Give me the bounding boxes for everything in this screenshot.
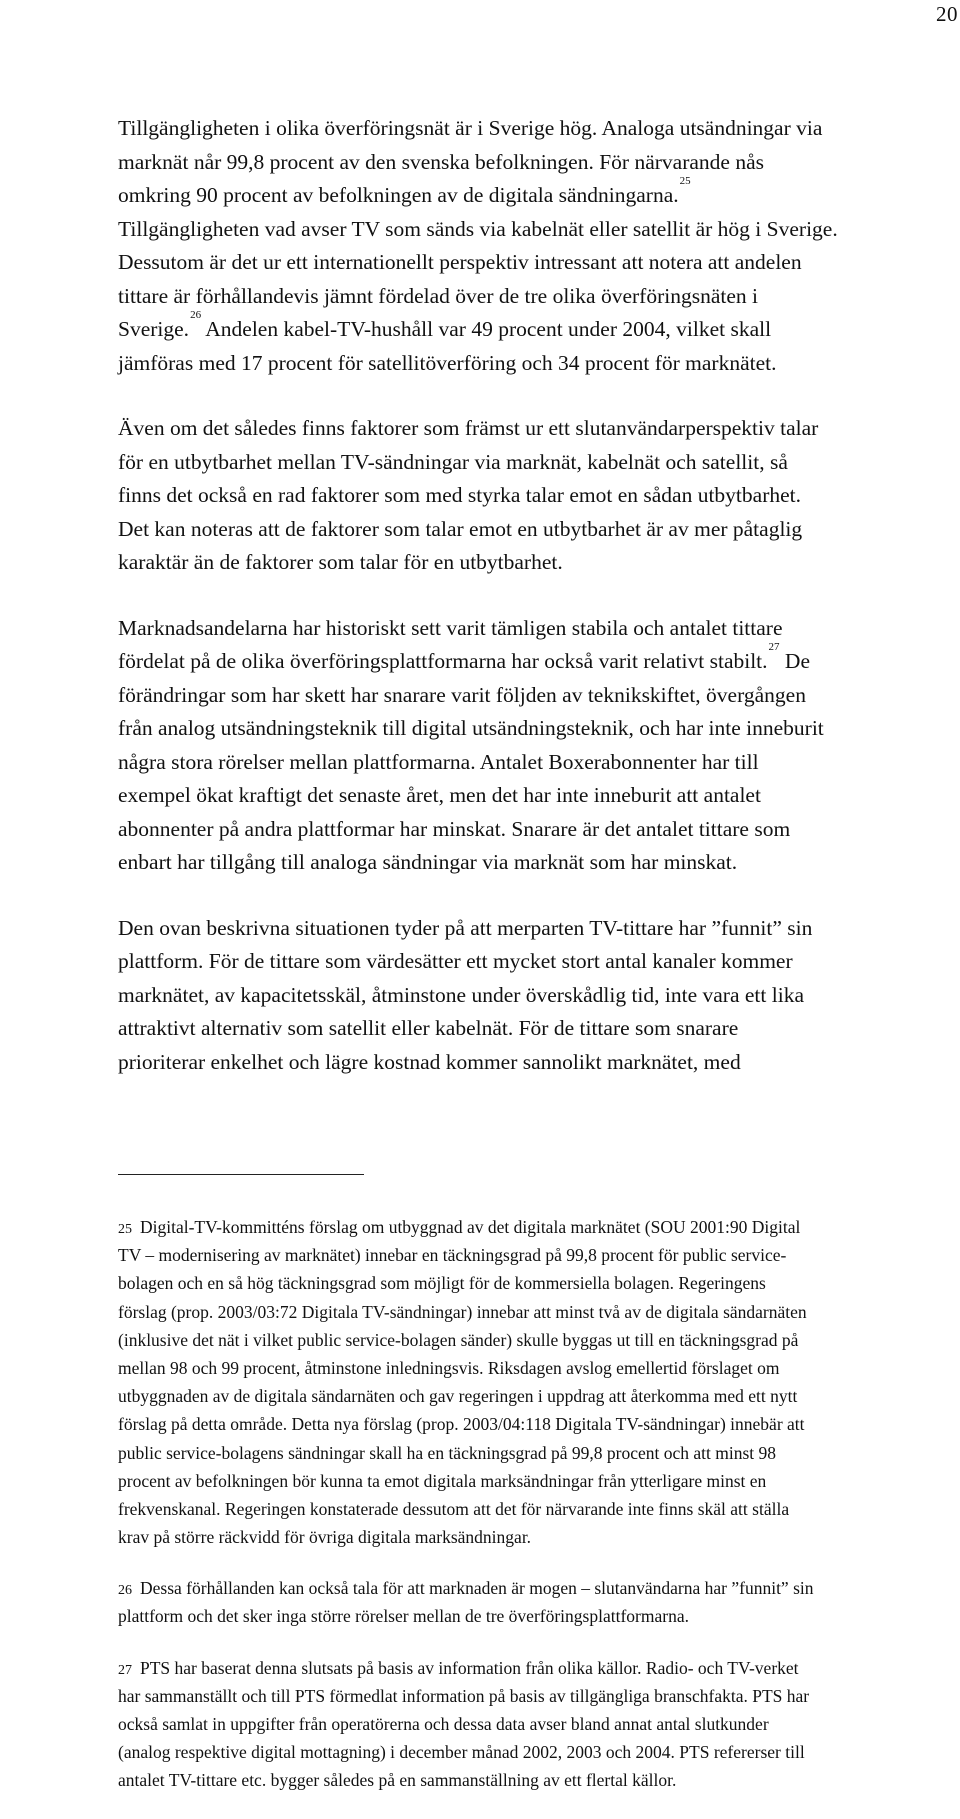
- footnote-divider: [118, 1174, 364, 1175]
- footnote-27: [118, 1654, 960, 1795]
- footnote-line-text: Digital-TV-kommitténs förslag om utbyggnad av det digitala marknätet (SOU 2001:90 Digital: [140, 1217, 801, 1237]
- text-line: Den ovan beskrivna situationen tyder på att merparten TV-tittare har ”funnit” sin: [118, 915, 813, 940]
- footnote-number: 25: [118, 1222, 132, 1237]
- text-line-continuation: Andelen kabel-TV-hushåll var 49 procent under 2004, vilket skall: [201, 317, 772, 341]
- text-line-continuation: De: [779, 649, 810, 673]
- footnote-line: [118, 1213, 960, 1241]
- footnote-line: frekvenskanal. Regeringen konstaterade dessutom att det för närvarande inte finns skäl att ställa: [118, 1498, 790, 1519]
- footnote-line: krav på större räckvidd för övriga digitala marksändningar.: [118, 1527, 532, 1548]
- footnote-line-text: PTS har baserat denna slutsats på basis av information från olika källor. Radio- och TV-verket: [140, 1657, 799, 1678]
- paragraph-2: [118, 412, 960, 580]
- text-line: marknät når 99,8 procent av den svenska befolkningen. För närvarande nås: [118, 149, 764, 174]
- text-line: för en utbytbarhet mellan TV-sändningar via marknät, kabelnät och satellit, så: [118, 449, 788, 474]
- footnote-line: också samlat in uppgifter från operatörerna och dessa data avser bland annat antal slutkunder: [118, 1714, 769, 1734]
- text-line: Tillgängligheten vad avser TV som sänds via kabelnät eller satellit är hög i Sverige.: [118, 216, 838, 241]
- footnote-ref-25[interactable]: 25: [679, 175, 691, 187]
- text-line: Även om det således finns faktorer som främst ur ett slutanvändarperspektiv talar: [118, 416, 819, 440]
- text-line-content: fördelat på de olika överföringsplattformarna har också varit relativt stabilt.: [118, 649, 768, 673]
- footnote-line: förslag (prop. 2003/03:72 Digitala TV-sändningar) innebar att minst två av de digitala sändarnäten: [118, 1301, 807, 1322]
- footnote-line: public service-bolagens sändningar skall ha en täckningsgrad på 99,8 procent och att minst 98: [118, 1442, 777, 1463]
- text-line: Det kan noteras att de faktorer som talar emot en utbytbarhet är av mer påtaglig: [118, 516, 803, 541]
- text-line: Marknadsandelarna har historiskt sett varit tämligen stabila och antalet tittare: [118, 615, 783, 640]
- text-line: finns det också en rad faktorer som med styrka talar emot en sådan utbytbarhet.: [118, 483, 801, 507]
- text-line: attraktivt alternativ som satellit eller kabelnät. För de tittare som snarare: [118, 1016, 739, 1040]
- paragraph-3: [118, 612, 960, 880]
- footnote-line: mellan 98 och 99 procent, åtminstone inledningsvis. Riksdagen avslog emellertid förslaget om: [118, 1357, 780, 1378]
- paragraph-1: [118, 112, 960, 380]
- footnote-number: 26: [118, 1583, 132, 1599]
- footnote-ref-27[interactable]: 27: [768, 641, 780, 653]
- text-line: några stora rörelser mellan plattformarna. Antalet Boxerabonnenter har till: [118, 749, 759, 774]
- text-line: Dessutom är det ur ett internationellt perspektiv intressant att notera att andelen: [118, 250, 802, 274]
- footnote-number: 27: [118, 1662, 132, 1678]
- text-line: [118, 175, 960, 213]
- paragraph-4: [118, 912, 960, 1080]
- footnote-26: [118, 1574, 960, 1630]
- footnote-line: (analog respektive digital mottagning) i december månad 2002, 2003 och 2004. PTS refererser till: [118, 1742, 805, 1763]
- footnote-line: förslag på detta område. Detta nya förslag (prop. 2003/04:118 Digitala TV-sändningar) innebär att: [118, 1414, 805, 1435]
- text-line: marknätet, av kapacitetsskäl, åtminstone under överskådlig tid, inte vara ett lika: [118, 982, 804, 1007]
- text-line: abonnenter på andra plattformar har minskat. Snarare är det antalet tittare som: [118, 816, 791, 841]
- body-text: [118, 112, 960, 1079]
- footnote-line-text: Dessa förhållanden kan också tala för att marknaden är mogen – slutanvändarna har ”funnit” sin: [140, 1578, 814, 1599]
- text-line: karaktär än de faktorer som talar för en utbytbarhet.: [118, 550, 563, 574]
- text-line: [118, 309, 960, 347]
- text-line: plattform. För de tittare som värdesätter ett mycket stort antal kanaler kommer: [118, 949, 793, 973]
- footnote-line: procent av befolkningen bör kunna ta emot digitala marksändningar från ytterligare minst en: [118, 1470, 767, 1491]
- footnotes: [118, 1213, 960, 1795]
- footnote-line: [118, 1654, 960, 1682]
- footnote-line: utbyggnaden av de digitala sändarnäten och gav regeringen i uppdrag att återkomma med ett nytt: [118, 1386, 798, 1407]
- footnote-line: plattform och det sker inga större rörelser mellan de tre överföringsplattformarna.: [118, 1606, 689, 1627]
- footnote-line: [118, 1574, 960, 1602]
- text-line-content: Sverige.: [118, 317, 190, 341]
- footnote-line: bolagen och en så hög täckningsgrad som möjligt för de kommersiella bolagen. Regeringens: [118, 1273, 766, 1294]
- text-line: jämföras med 17 procent för satellitöverföring och 34 procent för marknätet.: [118, 350, 777, 375]
- text-line: exempel ökat kraftigt det senaste året, men det har inte inneburit att antalet: [118, 783, 761, 807]
- page-number: 20: [936, 2, 958, 26]
- text-line: tittare är förhållandevis jämnt fördelad över de tre olika överföringsnäten i: [118, 283, 758, 308]
- text-line: enbart har tillgång till analoga sändningar via marknät som har minskat.: [118, 850, 738, 874]
- text-line: förändringar som har skett har snarare varit följden av teknikskiftet, övergången: [118, 682, 806, 707]
- footnote-line: antalet TV-tittare etc. bygger således på en sammanställning av ett flertal källor.: [118, 1770, 677, 1791]
- footnote-line: har sammanställt och till PTS förmedlat information på basis av tillgängliga branschfakta. PTS har: [118, 1685, 810, 1706]
- text-line: Tillgängligheten i olika överföringsnät är i Sverige hög. Analoga utsändningar via: [118, 116, 823, 140]
- footnote-ref-26[interactable]: 26: [190, 309, 202, 321]
- text-line: från analog utsändningsteknik till digital utsändningsteknik, och har inte inneburit: [118, 716, 824, 740]
- footnote-25: [118, 1213, 960, 1551]
- footnote-line: (inklusive det nät i vilket public service-bolagen sänder) skulle byggas ut till en täckningsgrad på: [118, 1329, 799, 1350]
- text-line: [118, 641, 960, 679]
- footnote-line: TV – modernisering av marknätet) innebar en täckningsgrad på 99,8 procent för public service-: [118, 1245, 787, 1266]
- text-line-content: omkring 90 procent av befolkningen av de digitala sändningarna.: [118, 183, 679, 207]
- text-line: prioriterar enkelhet och lägre kostnad kommer sannolikt marknätet, med: [118, 1049, 741, 1074]
